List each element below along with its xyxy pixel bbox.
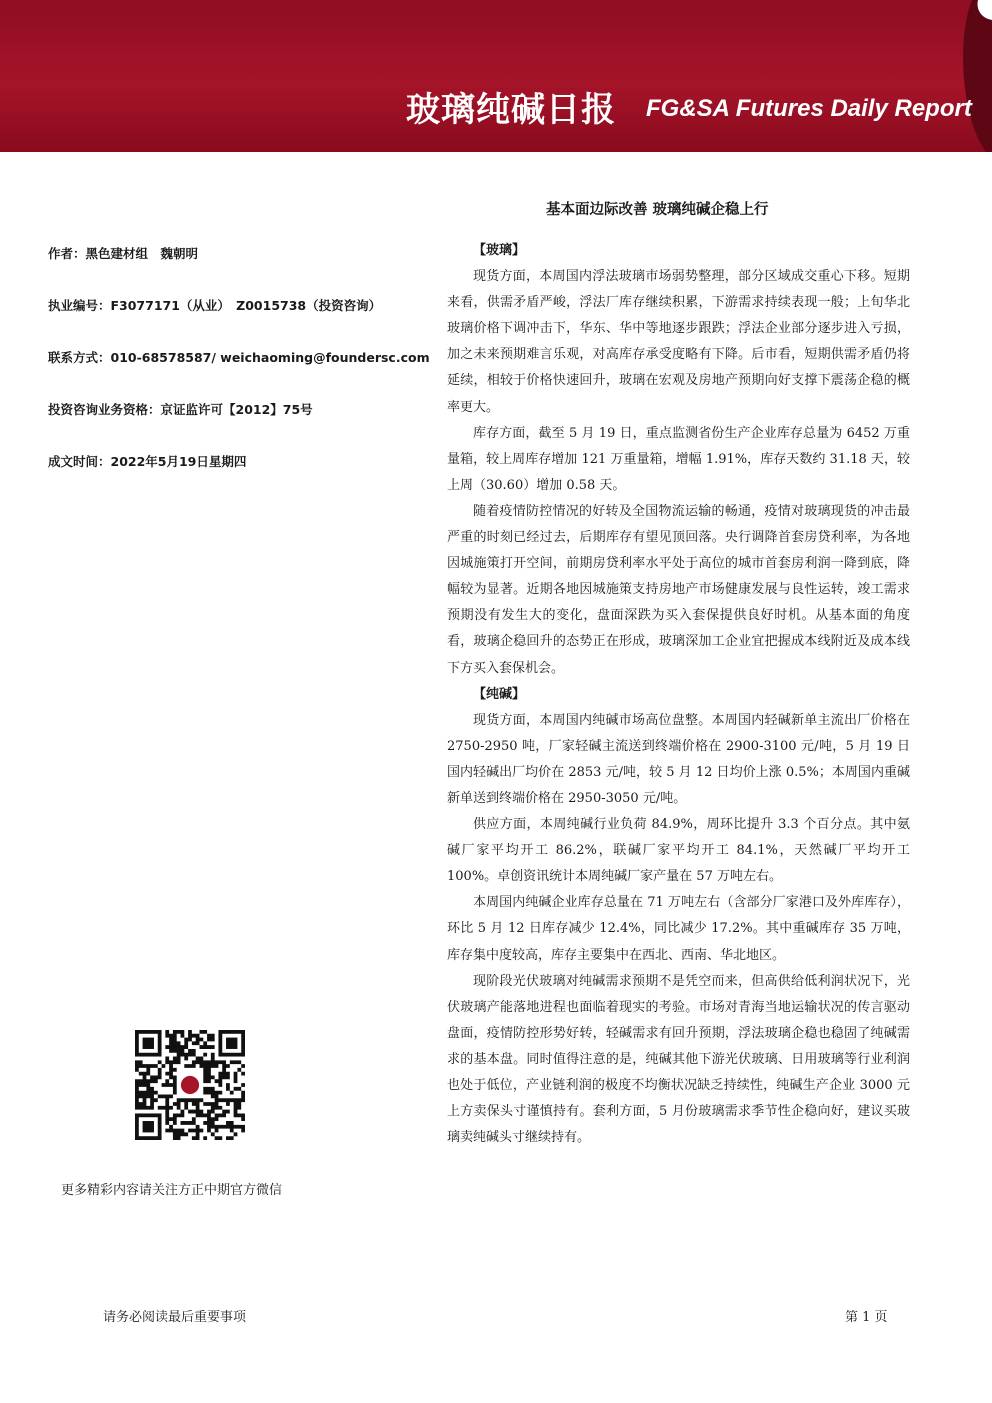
footer-notice: 请务必阅读最后重要事项 [103,1310,247,1325]
glass-paragraph: 随着疫情防控情况的好转及全国物流运输的畅通，疫情对玻璃现货的冲击最严重的时刻已经过去，后期库存有望见顶回落。央行调降首套房贷利率，为各地因城施策打开空间，前期房贷利率水平处于高位的城市首套房利润一降到底，降幅较为显著。近期各地因城施策支持房地产市场健康发展与良性运转，竣工需求预期没有发生大的变化，盘面深跌为买入套保提供良好时机。从基本面的角度看，玻璃企稳回升的态势正在形成，玻璃深加工企业宜把握成本线附近及成本线下方买入套保机会。 [447,503,910,676]
contact-line: 联系方式：010-68578587/ weichaoming@foundersc.com [48,350,430,365]
report-body [447,238,910,1151]
section-heading-soda-ash: 【纯碱】 [473,686,526,702]
author-line: 作者：黑色建材组 魏朝明 [48,246,199,261]
soda-ash-paragraph: 本周国内纯碱企业库存总量在 71 万吨左右（含部分厂家港口及外库库存），环比 5 月 12 日库存减少 12.4%，同比减少 17.2%。其中重碱库存 35 万吨，库存集中度较高，库存主要集中在西北、西南、华北地区。 [447,895,910,963]
report-header-banner [0,0,992,152]
glass-paragraph: 库存方面，截至 5 月 19 日，重点监测省份生产企业库存总量为 6452 万重量箱，较上周库存增加 121 万重量箱，增幅 1.91%，库存天数约 31.18 天，较上周（30.60）增加 0.58 天。 [447,425,910,493]
report-headline: 基本面边际改善 玻璃纯碱企稳上行 [546,202,769,218]
wechat-qr-code-icon [135,1030,245,1140]
license-line: 执业编号：F3077171（从业） Z0015738（投资咨询） [48,298,382,313]
soda-ash-paragraph: 现阶段光伏玻璃对纯碱需求预期不是凭空而来，但高供给低利润状况下，光伏玻璃产能落地进程也面临着现实的考验。市场对青海当地运输状况的传言驱动盘面，疫情防控形势好转，轻碱需求有回升预期，浮法玻璃企稳也稳固了纯碱需求的基本盘。同时值得注意的是，纯碱其他下游光伏玻璃、日用玻璃等行业利润也处于低位，产业链利润的极度不均衡状况缺乏持续性，纯碱生产企业 3000 元上方卖保头寸谨慎持有。套利方面，5 月份玻璃需求季节性企稳向好，建议买玻璃卖纯碱头寸继续持有。 [447,973,910,1146]
soda-ash-paragraph: 供应方面，本周纯碱行业负荷 84.9%，周环比提升 3.3 个百分点。其中氨碱厂家平均开工 86.2%，联碱厂家平均开工 84.1%，天然碱厂平均开工 100%。卓创资讯统计本周纯碱厂家产量在 57 万吨左右。 [447,817,910,885]
header-page-curl-decoration [942,0,992,152]
section-heading-glass: 【玻璃】 [473,243,526,258]
report-title-en: FG&SA Futures Daily Report [646,95,972,122]
glass-paragraph: 现货方面，本周国内浮法玻璃市场弱势整理，部分区域成交重心下移。短期来看，供需矛盾严峻，浮法厂库存继续积累，下游需求持续表现一般；上旬华北玻璃价格下调冲击下，华东、华中等地逐步跟跌；浮法企业部分逐步进入亏损，加之未来预期难言乐观，对高库存承受度略有下降。后市看，短期供需矛盾仍将延续，相较于价格快速回升，玻璃在宏观及房地产预期向好支撑下震荡企稳的概率更大。 [447,269,910,415]
qr-caption: 更多精彩内容请关注方正中期官方微信 [61,1183,283,1198]
date-line: 成文时间：2022年5月19日星期四 [48,454,247,469]
page-number: 第 1 页 [845,1310,888,1325]
report-title-cn: 玻璃纯碱日报 [406,90,616,130]
qualification-line: 投资咨询业务资格：京证监许可【2012】75号 [48,402,313,417]
soda-ash-paragraph: 现货方面，本周国内纯碱市场高位盘整。本周国内轻碱新单主流出厂价格在 2750-2950 吨，厂家轻碱主流送到终端价格在 2900-3100 元/吨，5 月 19 日国内轻碱出厂均价在 2853 元/吨，较 5 月 12 日均价上涨 0.5%；本周国内重碱新单送到终端价格在 2950-3050 元/吨。 [447,712,910,806]
